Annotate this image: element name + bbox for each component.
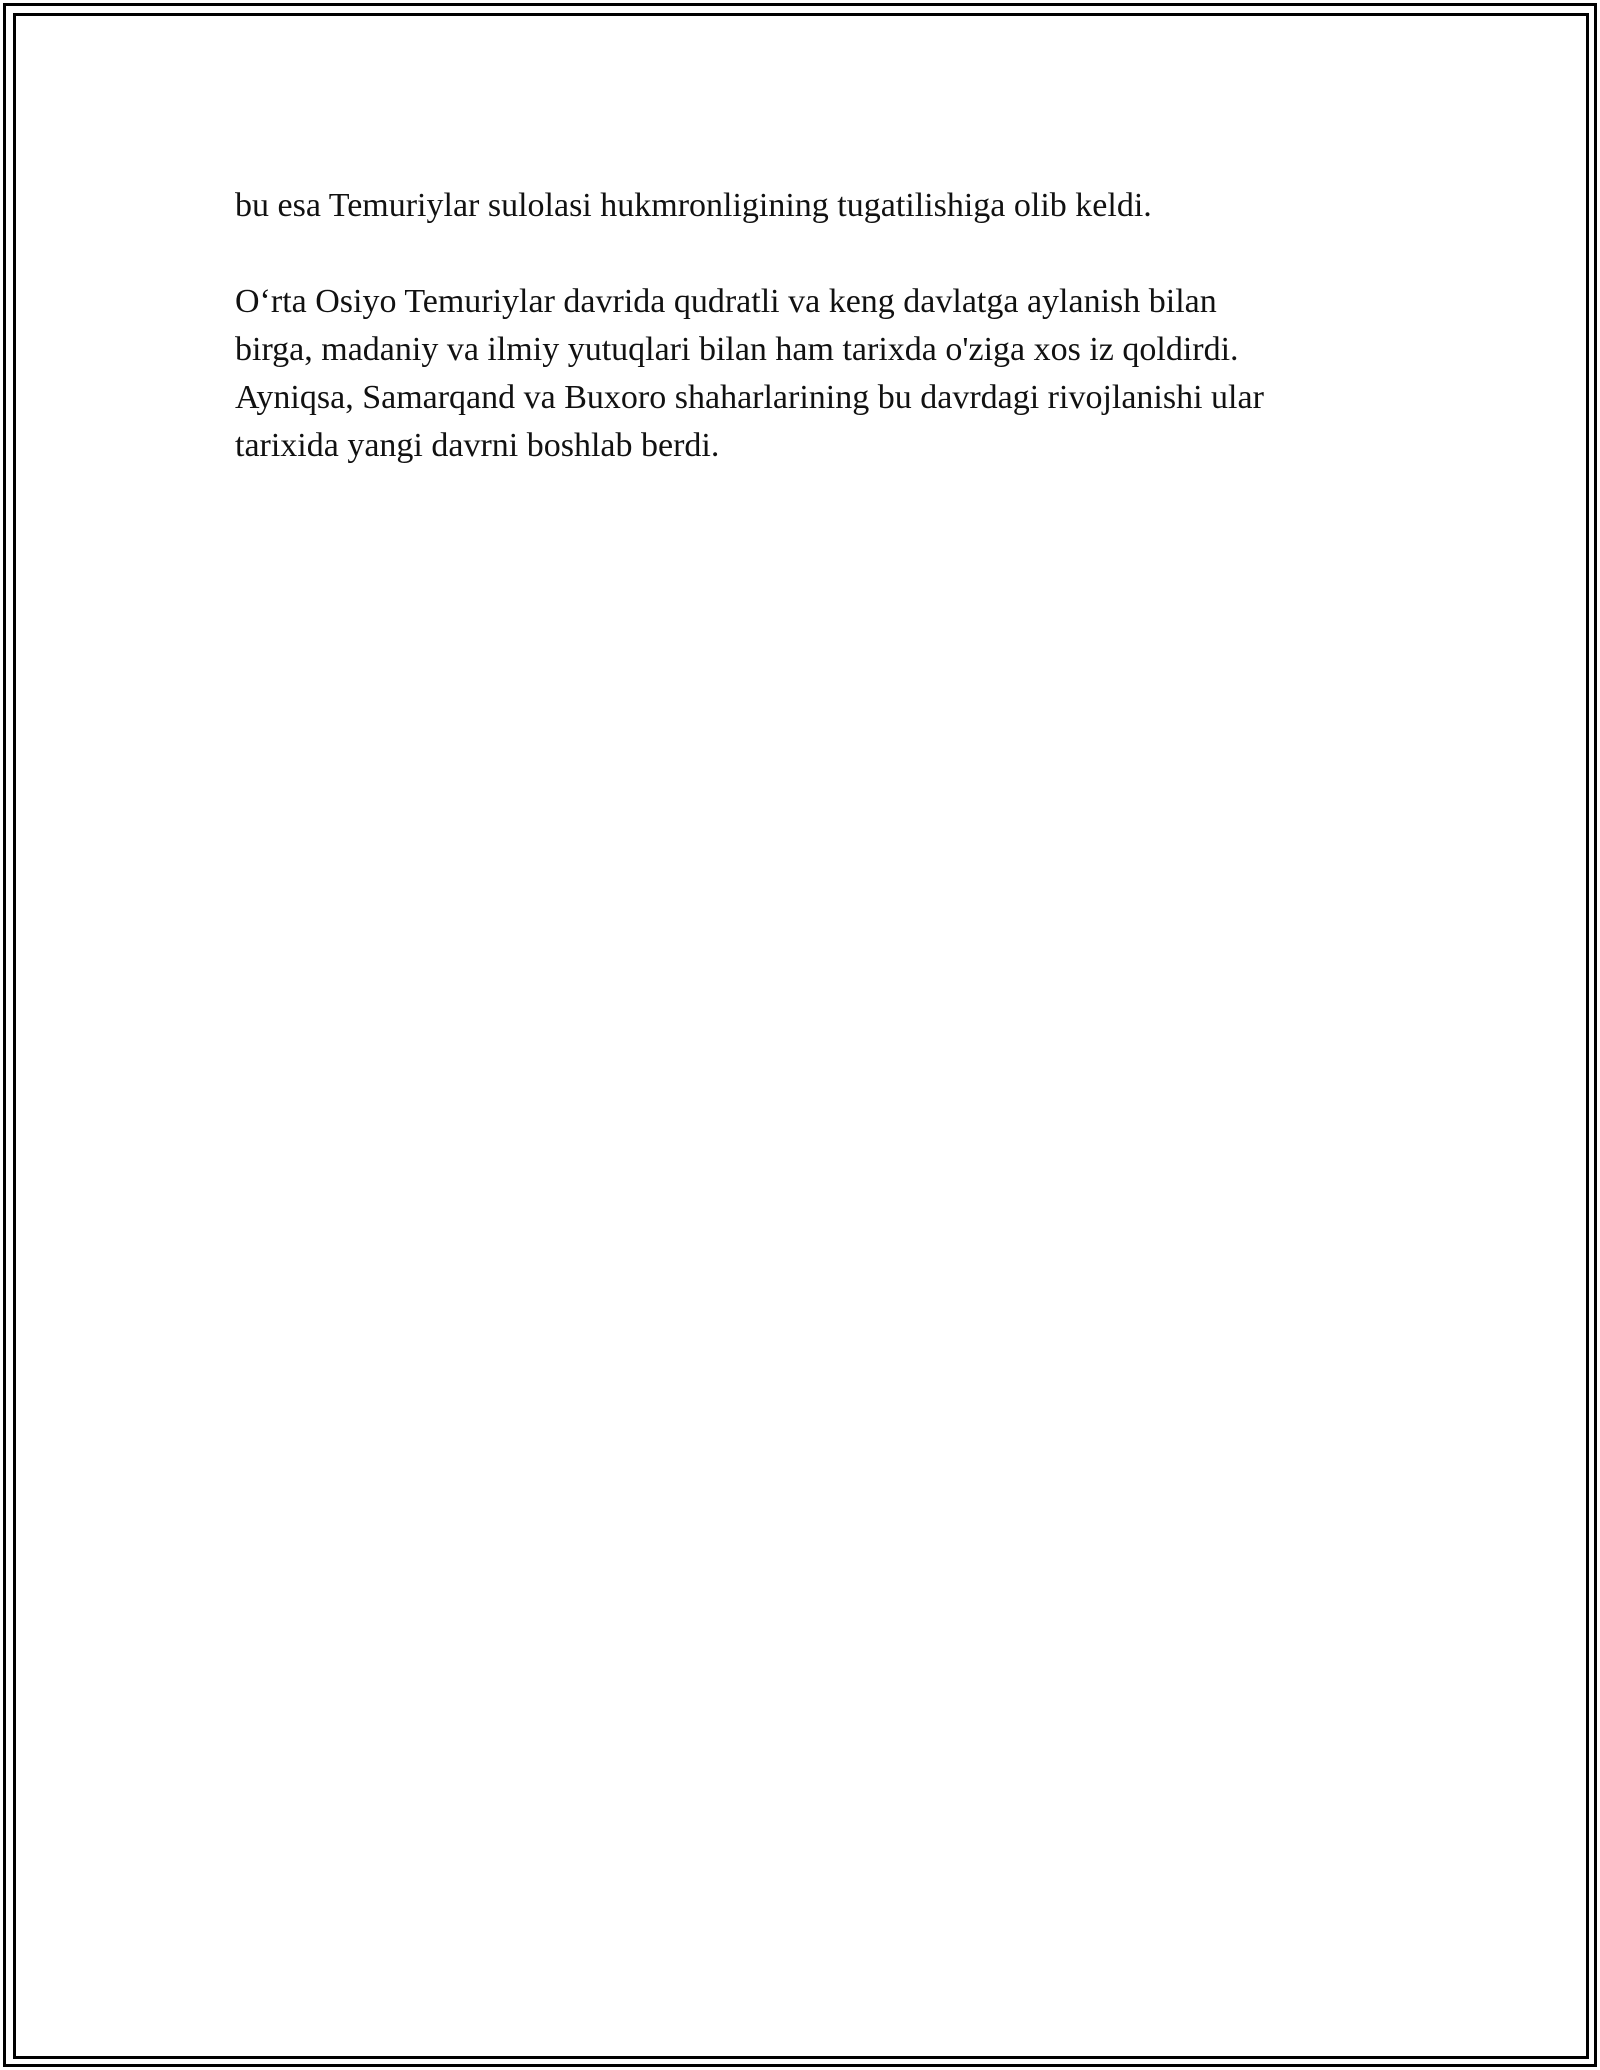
document-body <box>235 182 1365 470</box>
paragraph-1: bu esa Temuriylar sulolasi hukmronligining tugatilishiga olib keldi. <box>235 187 1152 224</box>
paragraph-2: O‘rta Osiyo Temuriylar davrida qudratli va keng davlatga aylanish bilan birga, madaniy va ilmiy yutuqlari bilan ham tarixda o'ziga xos iz qoldirdi. Ayniqsa, Samarqand va Buxoro shaharlarining bu davrdagi rivojlanishi ular tarixida yangi davrni boshlab berdi. <box>235 283 1264 464</box>
